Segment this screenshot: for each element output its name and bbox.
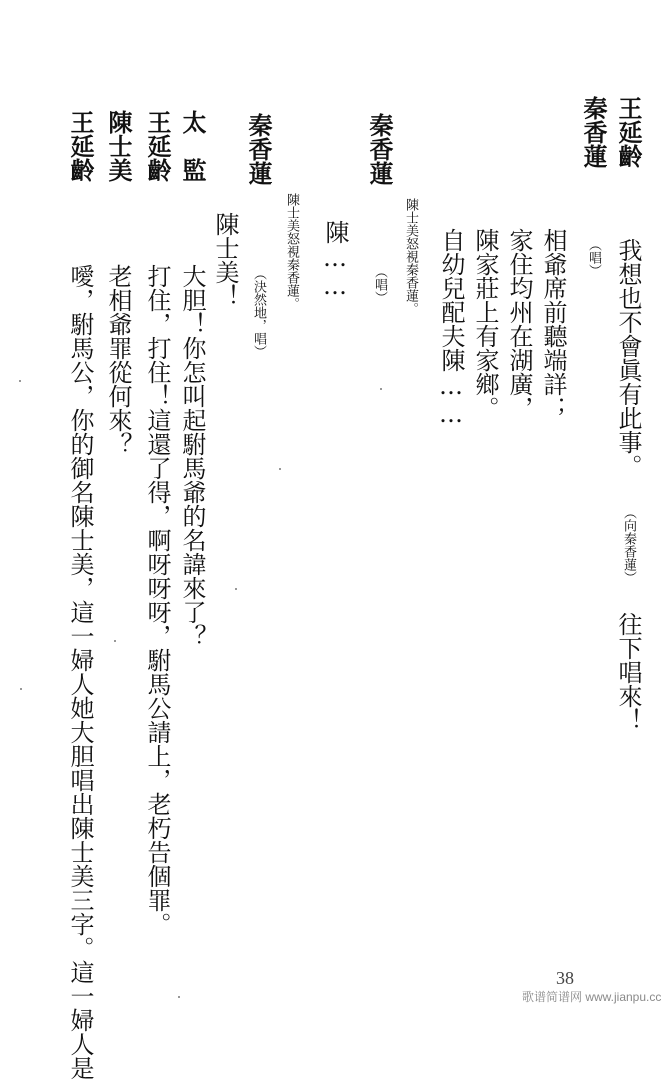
speaker-qin-xianglian: 秦香蓮 (579, 96, 608, 168)
sung-line: 相爺席前聽端詳； (539, 228, 567, 420)
scan-speck (178, 996, 180, 998)
speaker-wang-yanling: 王延齡 (143, 110, 172, 182)
dialogue-column-11 (244, 113, 273, 358)
stage-direction: 陳士美怒視秦香蓮。 (284, 193, 299, 310)
dialogue-line: 打住，打住！這還了得，啊呀呀呀，駙馬公請上，老朽告個罪。 (143, 264, 171, 936)
scan-speck (114, 640, 116, 642)
stage-direction-column-10 (279, 193, 303, 310)
speaker-wang-yanling: 王延齡 (66, 110, 95, 182)
dialogue-column-13 (178, 110, 207, 648)
speaker-qin-xianglian: 秦香蓮 (244, 113, 273, 185)
sung-line-column-5 (473, 228, 497, 420)
sung-line: 陳士美！ (211, 212, 239, 308)
sung-line-column-4 (507, 228, 531, 420)
sung-line: 陳家莊上有家鄉。 (471, 228, 499, 420)
speaker-chen-shimei: 陳士美 (104, 110, 133, 182)
stage-direction: 陳士美怒視秦香蓮。 (403, 198, 418, 315)
scan-speck (380, 388, 382, 390)
stage-direction: （決然地，唱） (251, 267, 266, 358)
sung-line: 家住均州在湖廣， (505, 228, 533, 420)
scan-speck (279, 468, 281, 470)
dialogue-column-15 (104, 110, 133, 456)
dialogue-line: 大胆！你怎叫起駙馬爺的名諱來了？ (178, 264, 206, 648)
speaker-qin-xianglian: 秦香蓮 (365, 113, 394, 185)
dialogue-column-14 (143, 110, 172, 936)
stage-direction: （唱） (372, 265, 387, 304)
scan-speck (235, 588, 237, 590)
speaker-wang-yanling: 王延齡 (614, 96, 643, 168)
page-number: 38 (556, 968, 574, 988)
dialogue-column-1 (614, 96, 643, 732)
dialogue-column-2 (579, 96, 608, 277)
scan-speck (19, 380, 21, 382)
sung-line-column-9 (323, 220, 347, 300)
sung-line-column-12 (213, 212, 237, 308)
dialogue-line: 噯，駙馬公，你的御名陳士美，這一婦人她大胆唱出陳士美三字。這一婦人是 (66, 264, 94, 1080)
dialogue-column-8 (365, 113, 394, 304)
sung-line: 陳…… (321, 220, 349, 300)
dialogue-line: 往下唱來！ (614, 612, 642, 732)
stage-direction: （向秦香蓮） (621, 506, 636, 584)
sung-line-column-6 (439, 228, 463, 428)
dialogue-line: 我想也不會眞有此事。 (614, 238, 642, 478)
dialogue-column-16 (66, 110, 95, 1080)
stage-direction-column-7 (398, 198, 422, 315)
sung-line-column-3 (541, 228, 565, 420)
stage-direction: （唱） (586, 238, 601, 277)
dialogue-line: 老相爺罪從何來？ (104, 264, 132, 456)
site-watermark: 歌谱简谱网 www.jianpu.cc (522, 990, 662, 1004)
scan-speck (20, 688, 22, 690)
sung-line: 自幼兒配夫陳…… (437, 228, 465, 428)
speaker-taijian: 太 監 (178, 110, 207, 182)
